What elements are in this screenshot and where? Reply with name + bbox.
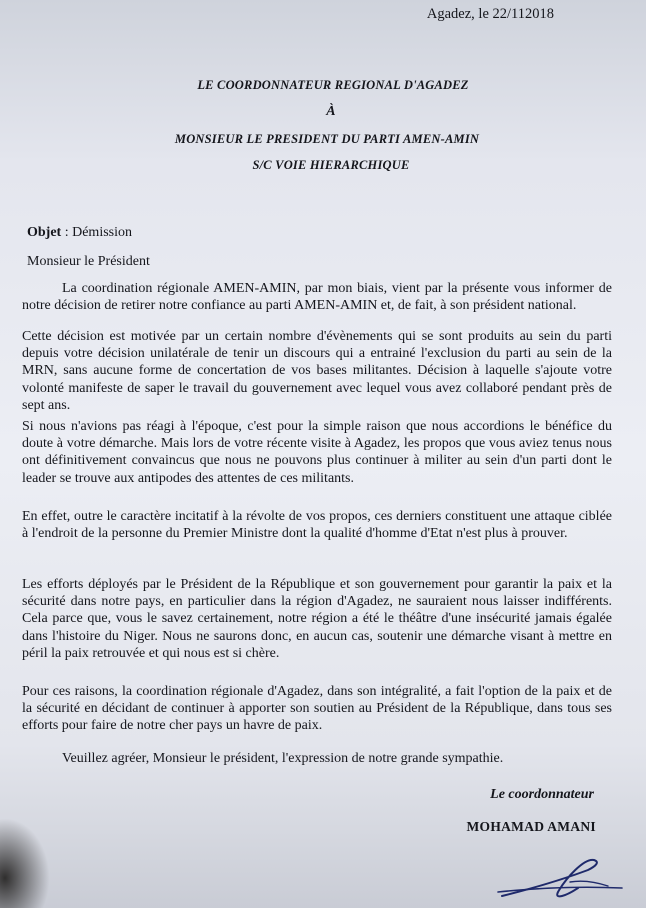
to-marker: À [326,104,336,119]
photo-shadow [0,818,50,908]
salutation: Monsieur le Président [27,254,150,269]
sender-heading: LE COORDONNATEUR REGIONAL D'AGADEZ [197,78,469,92]
paragraph-3: Si nous n'avions pas réagi à l'époque, c'est pour la simple raison que nous accordions le bénéfice du doute à votre démarche. Mais lors de votre récente visite à Agadez, les propos que vous aviez tenus nous ont définitivement convaincus que nous ne pouvons plus continuer à militer au sein d'un parti dont le leader se trouve aux antipodes des attentes de ces militants. [22,419,612,486]
closing-formula: Veuillez agréer, Monsieur le président, l'expression de notre grande sympathie. [62,751,504,766]
subject-label: Objet [27,225,62,240]
paragraph-2: Cette décision est motivée par un certain nombre d'évènements qui se sont produits au sein du parti depuis votre décision unilatérale de tenir un discours qui a entrainé l'exclusion du parti au sein de la MRN, sans aucune forme de concertation de vos bases militantes. Décision à laquelle s'ajoute votre volonté manifeste de saper le travail du gouvernement avec lequel vous avez collaboré pendant près de sept ans. [22,329,612,413]
paragraph-6: Pour ces raisons, la coordination régionale d'Agadez, dans son intégralité, a fait l'option de la paix et de la sécurité en décidant de continuer à apporter son soutien au Président de la République, dans tous ses efforts pour faire de notre cher pays un havre de paix. [22,684,612,734]
handwritten-signature [496,852,626,904]
paragraph-5: Les efforts déployés par le Président de la République et son gouvernement pour garantir la paix et la sécurité dans notre pays, en particulier dans la région d'Agadez, ne sauraient nous laisser indifférents. Cela parce que, vous le savez certainement, notre région a été le théâtre d'une insécurité jamais égalée dans l'histoire du Niger. Nous ne saurons donc, en aucun cas, soutenir une démarche visant à mettre en péril la paix retrouvée et qui nous est si chère. [22,577,612,661]
subject-line [27,225,132,241]
letter-date: Agadez, le 22/112018 [426,6,554,22]
signatory-title: Le coordonnateur [490,787,594,802]
subject-value: : Démission [64,225,132,240]
signatory-name: MOHAMAD AMANI [466,819,596,834]
recipient-heading: MONSIEUR LE PRESIDENT DU PARTI AMEN-AMIN [174,132,480,146]
paragraph-1: La coordination régionale AMEN-AMIN, par mon biais, vient par la présente vous informer de notre décision de retirer notre confiance au parti AMEN-AMIN et, de fait, à son président national. [22,281,612,314]
paragraph-4: En effet, outre le caractère incitatif à la révolte de vos propos, ces derniers constituent une attaque ciblée à l'endroit de la personne du Premier Ministre dont la qualité d'homme d'Etat n'est plus à prouver. [22,509,612,542]
via-heading: S/C VOIE HIERARCHIQUE [252,158,410,172]
